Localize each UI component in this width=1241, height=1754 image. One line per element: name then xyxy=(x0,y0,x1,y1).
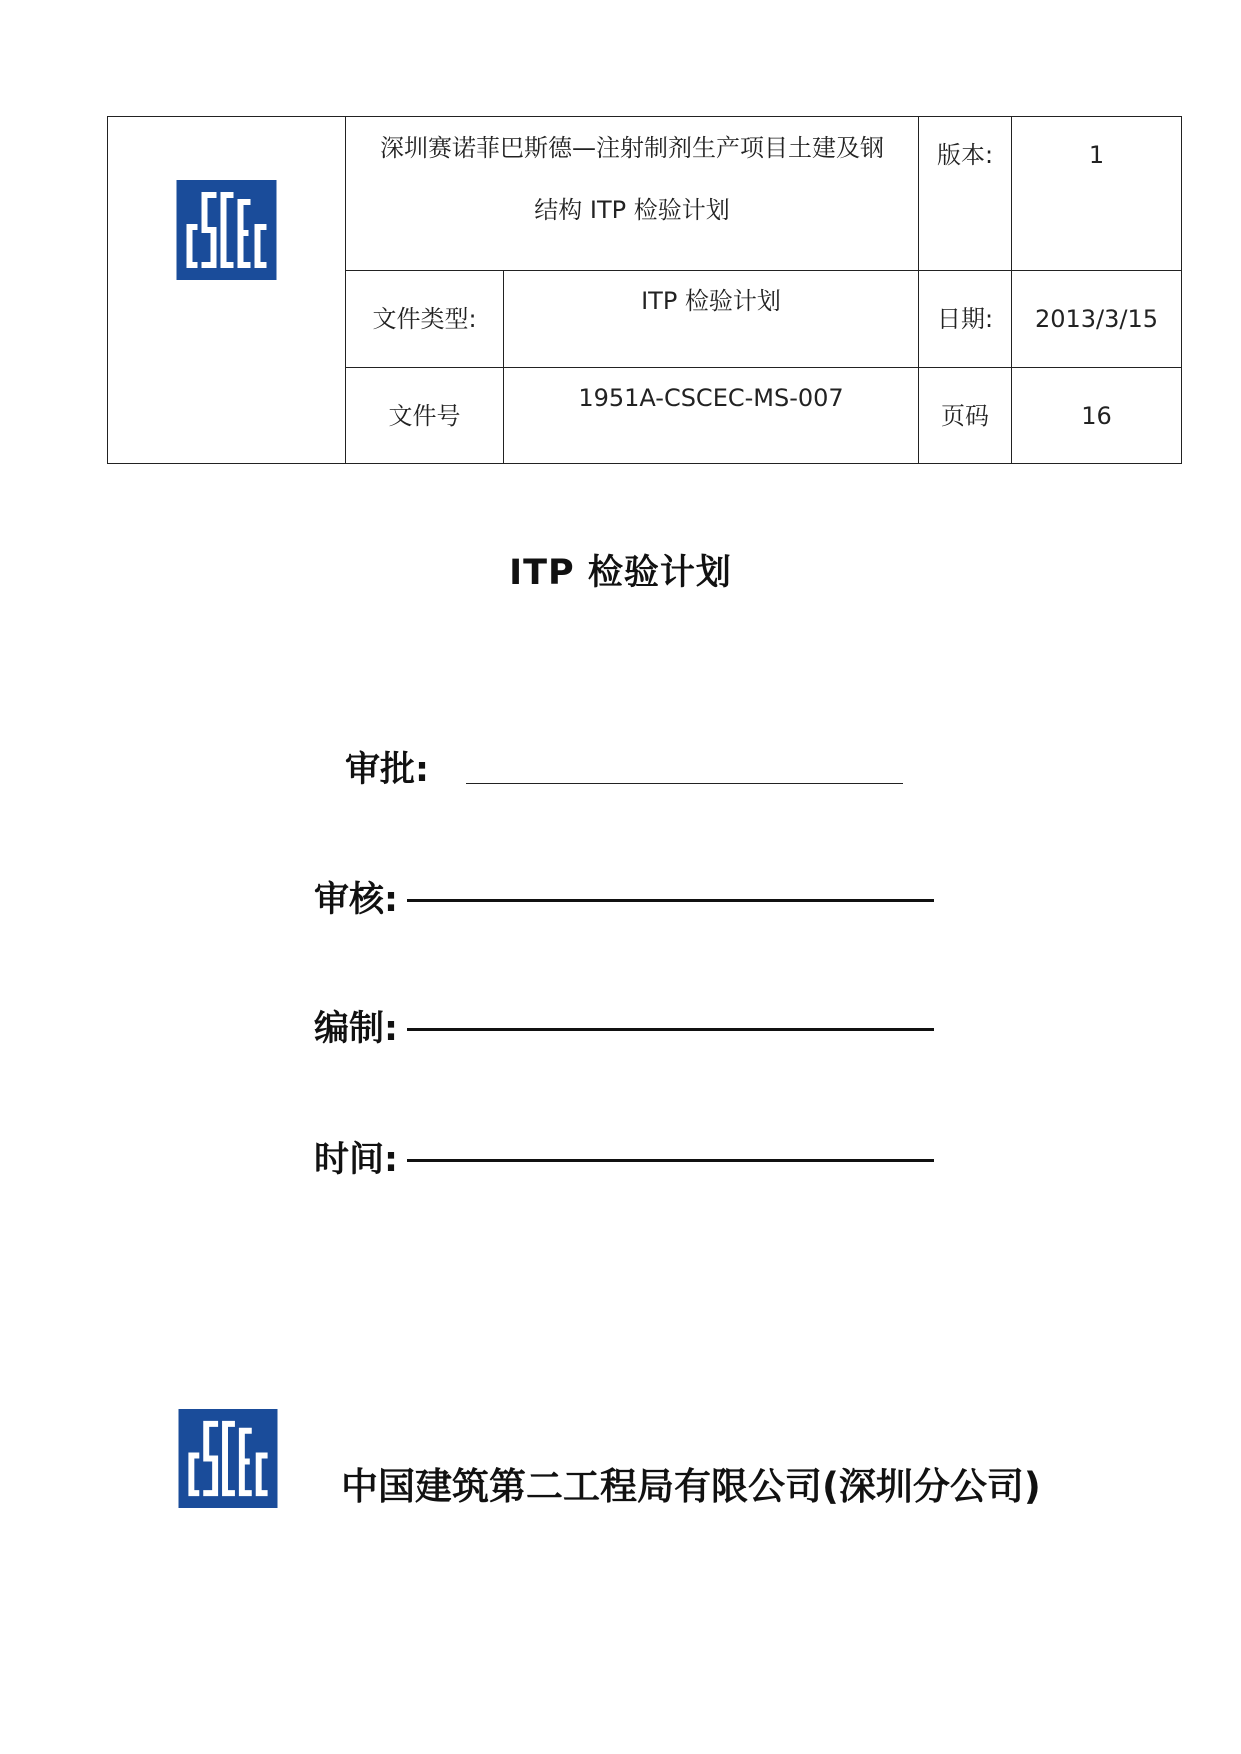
company-name: 中国建筑第二工程局有限公司(深圳分公司) xyxy=(341,1465,1041,1508)
review-signature-line xyxy=(407,899,934,902)
compile-label: 编制: xyxy=(314,1009,398,1049)
doc-no-label: 文件号 xyxy=(388,401,461,430)
doc-no-value: 1951A-CSCEC-MS-007 xyxy=(578,384,844,412)
header-row-title xyxy=(108,117,1182,271)
version-label-cell xyxy=(919,117,1012,271)
footer-cscec-logo xyxy=(177,1409,279,1508)
page-value: 16 xyxy=(1081,401,1112,430)
review-label: 审核: xyxy=(314,880,398,920)
doc-type-label-cell xyxy=(346,271,504,368)
date-value-cell xyxy=(1012,271,1182,368)
doc-no-value-cell xyxy=(504,368,919,464)
page-label-cell xyxy=(919,368,1012,464)
approve-signature-line xyxy=(466,783,903,784)
project-title-line-2: 结构 ITP 检验计划 xyxy=(534,196,730,224)
page-value-cell xyxy=(1012,368,1182,464)
version-label: 版本: xyxy=(936,141,994,169)
approve-label: 审批: xyxy=(345,750,429,790)
date-label: 日期: xyxy=(936,305,994,333)
project-title-line-1: 深圳赛诺菲巴斯德—注射制剂生产项目土建及钢 xyxy=(380,134,884,162)
document-header-table xyxy=(107,116,1182,464)
version-value-cell xyxy=(1012,117,1182,271)
version-value: 1 xyxy=(1088,141,1105,169)
doc-type-value-cell xyxy=(504,271,919,368)
date-value: 2013/3/15 xyxy=(1034,305,1159,333)
doc-type-value: ITP 检验计划 xyxy=(641,287,781,315)
project-title-cell xyxy=(346,117,919,271)
page-label: 页码 xyxy=(941,401,989,430)
compile-signature-line xyxy=(407,1028,934,1031)
doc-no-label-cell xyxy=(346,368,504,464)
time-signature-line xyxy=(407,1159,934,1162)
doc-type-label: 文件类型: xyxy=(372,305,477,333)
document-title: ITP 检验计划 xyxy=(509,553,732,593)
date-label-cell xyxy=(919,271,1012,368)
time-label: 时间: xyxy=(314,1140,398,1180)
cscec-logo xyxy=(176,180,277,280)
logo-cell xyxy=(108,117,346,464)
